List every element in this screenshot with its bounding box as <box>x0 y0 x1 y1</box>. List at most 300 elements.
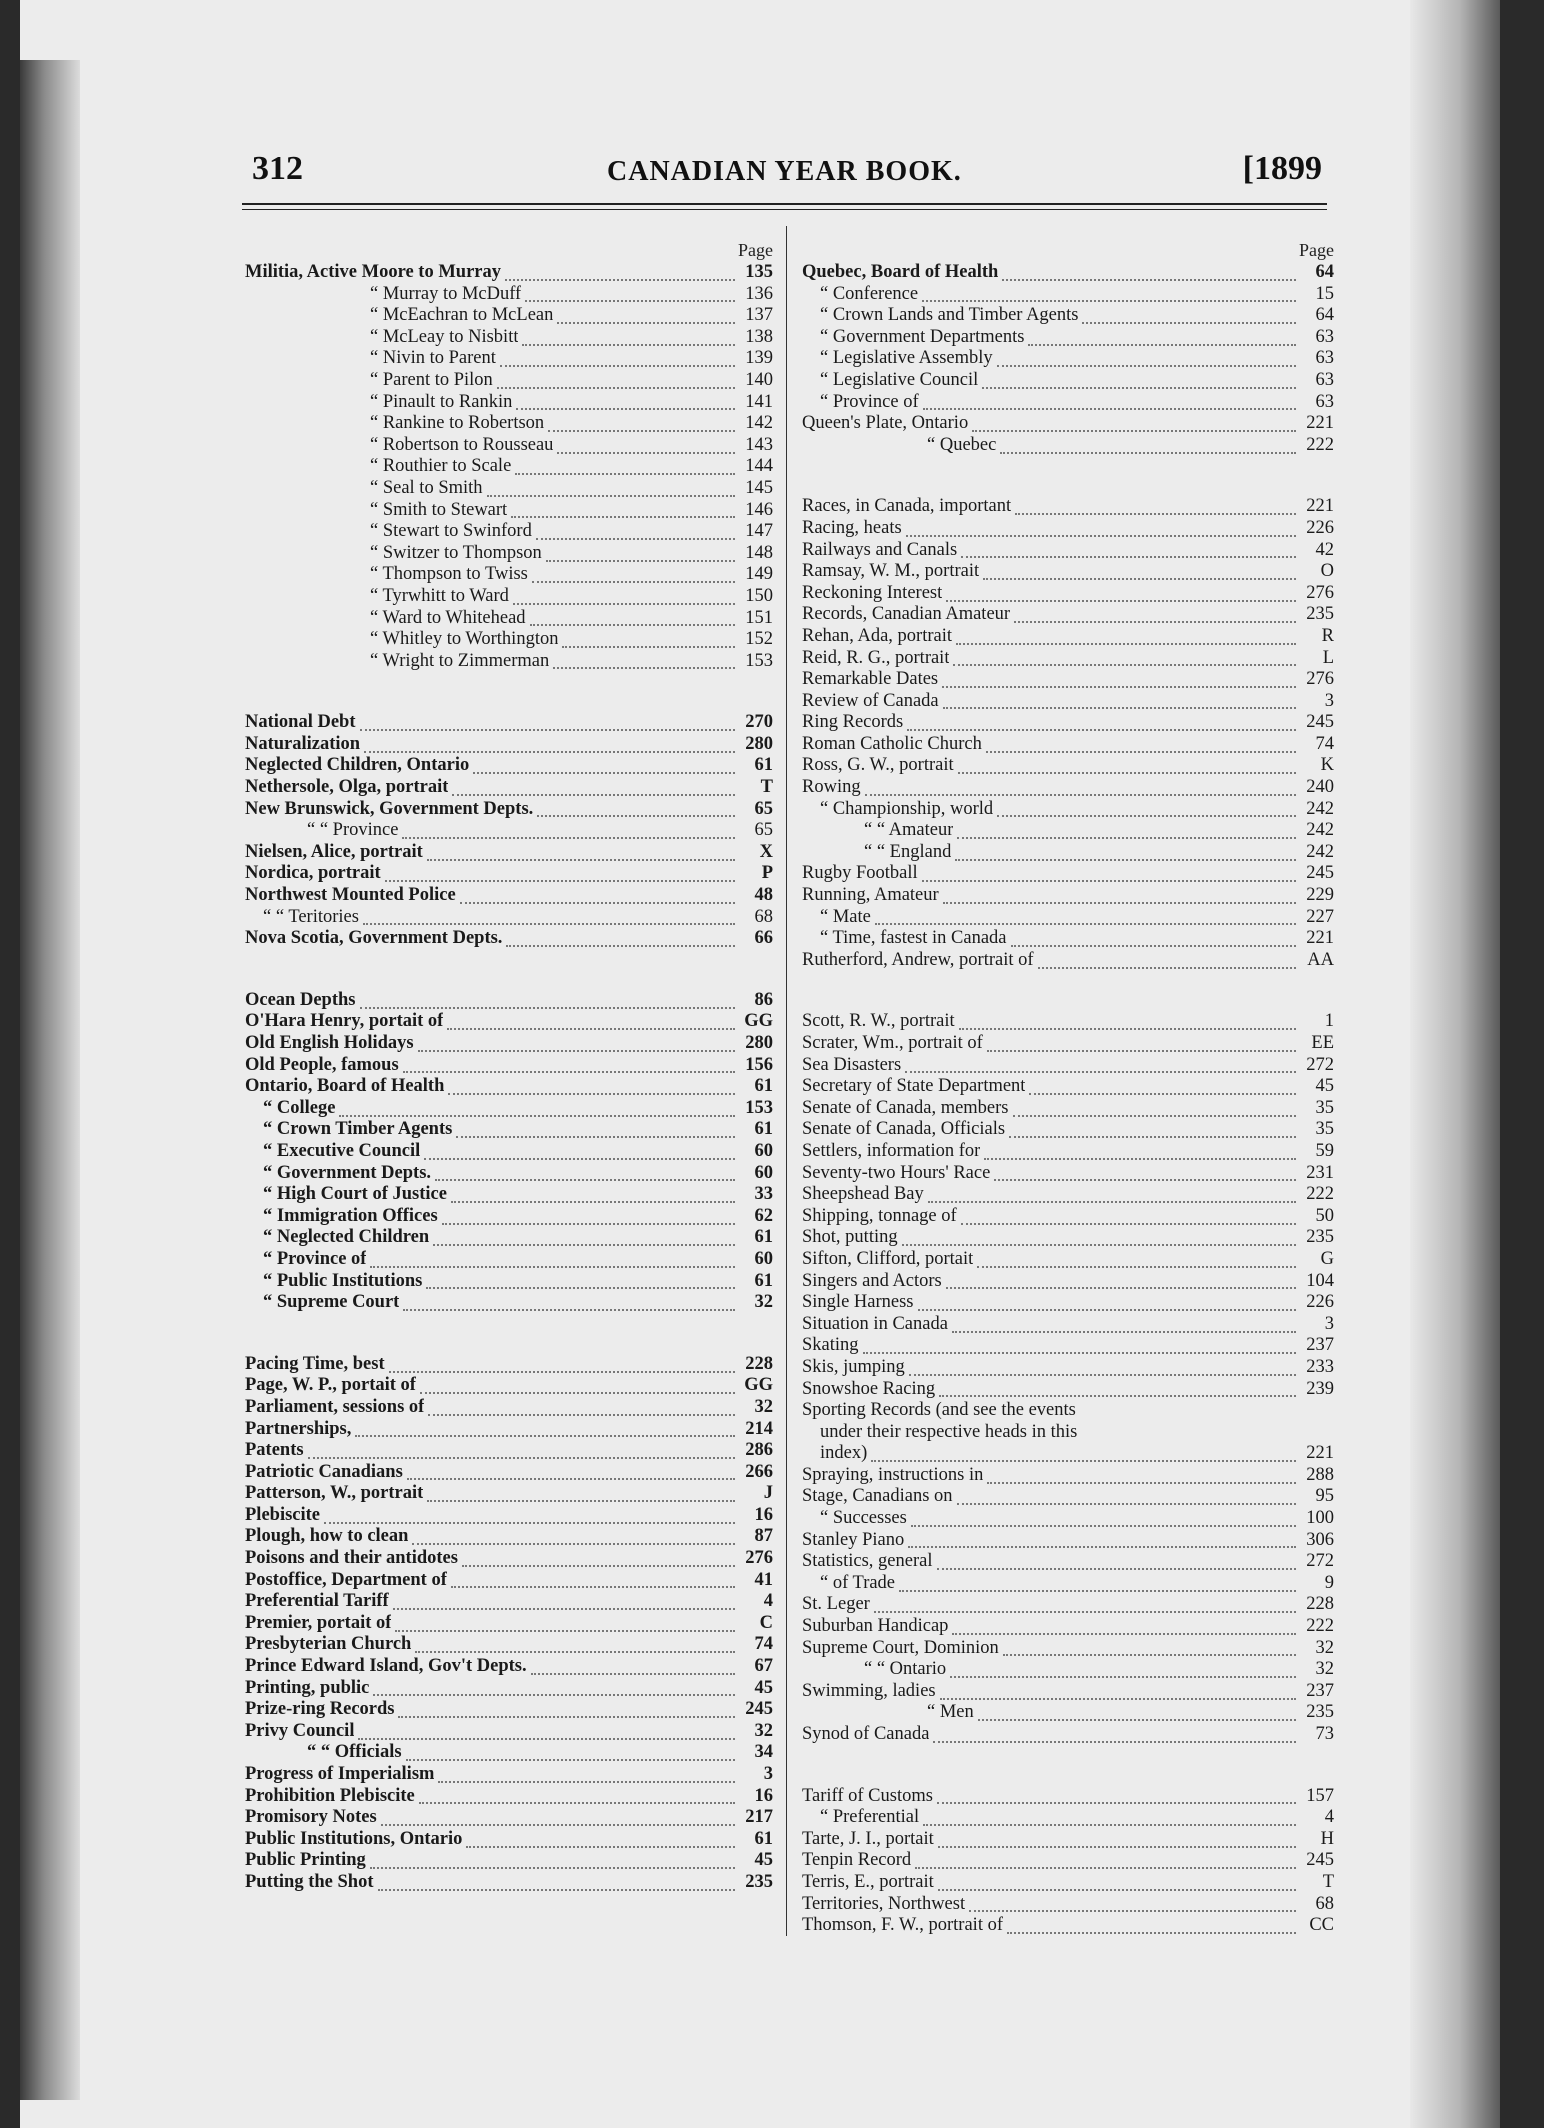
entry-title: “ “ Teritories <box>263 906 359 927</box>
index-entry <box>245 1419 773 1441</box>
entry-title: Tarte, J. I., portait <box>802 1828 934 1849</box>
entry-title: Sporting Records (and see the events <box>802 1400 1076 1421</box>
dot-leader <box>952 1619 1296 1635</box>
dot-leader <box>442 1209 735 1225</box>
index-entry <box>245 608 773 630</box>
entry-page-ref: 61 <box>754 755 773 776</box>
index-entry <box>245 543 773 565</box>
index-entry <box>245 842 773 864</box>
entry-title: under their respective heads in this <box>820 1421 1078 1442</box>
index-entry <box>802 1659 1334 1681</box>
dot-leader <box>943 888 1296 904</box>
dot-leader <box>874 1597 1296 1613</box>
index-entry <box>245 1699 773 1721</box>
entry-page-ref: 15 <box>1315 283 1334 304</box>
index-entry <box>802 348 1334 370</box>
index-entry <box>245 651 773 673</box>
entry-title: Supreme Court, Dominion <box>802 1637 999 1658</box>
entry-title: “ Province of <box>263 1248 367 1269</box>
index-entry <box>802 1400 1334 1422</box>
index-entry <box>802 1551 1334 1573</box>
entry-page-ref: 245 <box>1306 863 1334 884</box>
index-entry <box>802 327 1334 349</box>
index-entry <box>802 518 1334 540</box>
entry-page-ref: 60 <box>754 1248 773 1269</box>
entry-title: Senate of Canada, members <box>802 1097 1009 1118</box>
dot-leader <box>513 589 735 605</box>
entry-page-ref: 221 <box>1306 413 1334 434</box>
index-entry <box>245 1163 773 1185</box>
book-page <box>20 0 1500 2128</box>
entry-page-ref: 235 <box>745 1871 773 1892</box>
index-entry <box>802 1443 1334 1465</box>
index-entry <box>802 712 1334 734</box>
index-entry <box>802 1486 1334 1508</box>
entry-title: Prohibition Plebiscite <box>245 1785 415 1806</box>
dot-leader <box>370 1252 735 1268</box>
entry-title: “ Province of <box>820 391 919 412</box>
index-entry <box>245 907 773 929</box>
index-entry <box>802 863 1334 885</box>
entry-page-ref: 235 <box>1306 604 1334 625</box>
entry-title: Naturalization <box>245 733 361 754</box>
index-entry <box>245 1570 773 1592</box>
dot-leader <box>987 1468 1296 1484</box>
entry-title: Seventy-two Hours' Race <box>802 1162 991 1183</box>
dot-leader <box>1082 308 1296 324</box>
dot-leader <box>412 1529 735 1545</box>
entry-title: index) <box>820 1443 868 1464</box>
index-entry <box>245 1678 773 1700</box>
entry-title: Public Printing <box>245 1850 366 1871</box>
entry-page-ref: T <box>1322 1871 1334 1892</box>
entry-title: “ “ Amateur <box>864 820 954 841</box>
entry-page-ref: 45 <box>754 1677 773 1698</box>
dot-leader <box>427 845 735 861</box>
dot-leader <box>515 459 735 475</box>
index-entry <box>802 950 1334 972</box>
entry-title: “ Murray to McDuff <box>370 283 522 304</box>
entry-page-ref: 142 <box>745 413 773 434</box>
entry-title: St. Leger <box>802 1594 870 1615</box>
dot-leader <box>907 715 1296 731</box>
entry-title: “ Championship, world <box>820 798 994 819</box>
entry-page-ref: T <box>760 777 773 798</box>
dot-leader <box>997 351 1296 367</box>
dot-leader <box>525 286 735 302</box>
entry-page-ref: 288 <box>1306 1464 1334 1485</box>
index-entry <box>245 629 773 651</box>
entry-title: Scott, R. W., portrait <box>802 1011 955 1032</box>
entry-page-ref: 228 <box>1306 1594 1334 1615</box>
dot-leader <box>905 1057 1296 1073</box>
section-gap <box>245 672 773 712</box>
entry-page-ref: 42 <box>1315 539 1334 560</box>
index-entry <box>245 1141 773 1163</box>
entry-page-ref: 144 <box>745 456 773 477</box>
index-entry <box>245 1721 773 1743</box>
dot-leader <box>511 502 735 518</box>
index-entry <box>245 1397 773 1419</box>
index-entry <box>802 1594 1334 1616</box>
entry-page-ref: 87 <box>754 1526 773 1547</box>
entry-title: Scrater, Wm., portrait of <box>802 1033 983 1053</box>
entry-title: Railways and Canals <box>802 539 958 560</box>
entry-title: Pacing Time, best <box>245 1353 385 1374</box>
dot-leader <box>987 1036 1296 1052</box>
entry-title: Patriotic Canadians <box>245 1461 403 1482</box>
index-entry <box>245 1227 773 1249</box>
entry-title: “ McLeay to Nisbitt <box>370 326 519 347</box>
page-left-edge <box>20 60 80 2100</box>
entry-page-ref: 235 <box>1306 1702 1334 1723</box>
entry-page-ref: 86 <box>754 989 773 1010</box>
index-entry <box>245 478 773 500</box>
dot-leader <box>937 1554 1297 1570</box>
entry-page-ref: 65 <box>754 820 773 841</box>
index-entry <box>245 1786 773 1808</box>
index-entry <box>245 1872 773 1894</box>
index-entry <box>802 1422 1334 1444</box>
index-entry <box>245 1742 773 1764</box>
index-entry <box>802 305 1334 327</box>
entry-page-ref: 32 <box>754 1292 773 1313</box>
entry-title: Reid, R. G., portrait <box>802 647 950 668</box>
index-entry <box>802 799 1334 821</box>
entry-page-ref: 61 <box>754 1119 773 1140</box>
entry-title: “ Crown Timber Agents <box>263 1119 453 1140</box>
entry-title: Militia, Active Moore to Murray <box>245 262 502 282</box>
dot-leader <box>972 416 1296 432</box>
entry-title: Plough, how to clean <box>245 1526 409 1547</box>
dot-leader <box>451 1572 735 1588</box>
dot-leader <box>922 866 1296 882</box>
dot-leader <box>978 1705 1296 1721</box>
dot-leader <box>983 564 1296 580</box>
entry-title: Old English Holidays <box>245 1033 414 1053</box>
dot-leader <box>902 1230 1296 1246</box>
entry-page-ref: 148 <box>745 542 773 563</box>
entry-title: “ Nivin to Parent <box>370 348 496 369</box>
index-entry <box>245 1548 773 1570</box>
dot-leader <box>398 1702 735 1718</box>
dot-leader <box>1015 499 1296 515</box>
dot-leader <box>1028 330 1296 346</box>
dot-leader <box>875 909 1296 925</box>
index-entry <box>802 496 1334 518</box>
entry-title: Public Institutions, Ontario <box>245 1828 463 1849</box>
entry-title: “ Parent to Pilon <box>370 369 493 390</box>
dot-leader <box>957 823 1296 839</box>
entry-title: Prince Edward Island, Gov't Depts. <box>245 1656 527 1677</box>
entry-page-ref: 135 <box>745 262 773 282</box>
index-entry <box>802 540 1334 562</box>
dot-leader <box>360 715 736 731</box>
entry-title: “ Robertson to Rousseau <box>370 434 554 455</box>
index-entry <box>245 1184 773 1206</box>
entry-title: Ocean Depths <box>245 989 356 1010</box>
entry-title: Stanley Piano <box>802 1529 905 1550</box>
entry-page-ref: 233 <box>1306 1356 1334 1377</box>
entry-page-ref: 61 <box>754 1227 773 1248</box>
section-gap <box>245 950 773 990</box>
index-entry <box>245 1656 773 1678</box>
entry-title: Records, Canadian Amateur <box>802 604 1011 625</box>
dot-leader <box>953 650 1296 666</box>
entry-page-ref: 237 <box>1306 1335 1334 1356</box>
entry-page-ref: K <box>1320 755 1334 776</box>
index-entry <box>802 1872 1334 1894</box>
entry-page-ref: 45 <box>1315 1076 1334 1097</box>
index-entry <box>245 1271 773 1293</box>
index-entry <box>802 561 1334 583</box>
dot-leader <box>984 1144 1296 1160</box>
index-entry <box>802 1011 1334 1033</box>
dot-leader <box>418 1036 735 1052</box>
index-entry <box>245 435 773 457</box>
entry-title: Ramsay, W. M., portrait <box>802 561 980 582</box>
dot-leader <box>536 524 735 540</box>
running-title: CANADIAN YEAR BOOK. <box>607 156 962 187</box>
dot-leader <box>363 909 735 925</box>
index-entry <box>245 1375 773 1397</box>
dot-leader <box>958 758 1296 774</box>
dot-leader <box>1011 931 1296 947</box>
entry-page-ref: 64 <box>1315 305 1334 326</box>
dot-leader <box>911 1511 1296 1527</box>
entry-page-ref: 60 <box>754 1140 773 1161</box>
index-entry <box>245 820 773 842</box>
index-entry <box>802 1314 1334 1336</box>
dot-leader <box>406 1745 735 1761</box>
index-entry-list <box>245 262 773 1894</box>
entry-title: Sifton, Clifford, portait <box>802 1248 974 1269</box>
header-rule-thin <box>242 209 1327 210</box>
entry-title: Statistics, general <box>802 1551 933 1572</box>
index-entry <box>802 1033 1334 1055</box>
entry-page-ref: C <box>759 1612 773 1633</box>
index-entry <box>802 1076 1334 1098</box>
entry-title: Terris, E., portrait <box>802 1871 934 1892</box>
dot-leader <box>939 1381 1296 1397</box>
index-entry <box>245 392 773 414</box>
entry-title: Partnerships, <box>245 1418 352 1439</box>
entry-page-ref: 137 <box>745 305 773 326</box>
dot-leader <box>1014 607 1296 623</box>
entry-title: New Brunswick, Government Depts. <box>245 798 534 819</box>
index-entry <box>245 863 773 885</box>
index-entry <box>802 1786 1334 1808</box>
entry-title: “ Seal to Smith <box>370 477 483 498</box>
index-entry <box>802 1894 1334 1916</box>
entry-page-ref: GG <box>744 1375 773 1396</box>
entry-title: Old People, famous <box>245 1054 399 1075</box>
dot-leader <box>548 416 735 432</box>
index-entry <box>802 1271 1334 1293</box>
entry-title: Privy Council <box>245 1720 355 1741</box>
dot-leader <box>1013 1101 1296 1117</box>
index-entry <box>245 1440 773 1462</box>
dot-leader <box>557 308 735 324</box>
entry-title: “ Mate <box>820 906 871 927</box>
index-entry <box>802 1702 1334 1724</box>
index-entry <box>802 1379 1334 1401</box>
dot-leader <box>1081 1425 1296 1439</box>
entry-title: Shipping, tonnage of <box>802 1205 957 1226</box>
index-entry <box>802 648 1334 670</box>
dot-leader <box>906 521 1296 537</box>
index-entry <box>245 1119 773 1141</box>
dot-leader <box>946 1273 1296 1289</box>
entry-page-ref: J <box>763 1483 773 1504</box>
index-entry <box>245 885 773 907</box>
entry-page-ref: 61 <box>754 1076 773 1097</box>
dot-leader <box>986 737 1296 753</box>
entry-page-ref: 63 <box>1315 391 1334 412</box>
entry-title: Nordica, portrait <box>245 863 381 884</box>
entry-title: Review of Canada <box>802 690 939 711</box>
entry-title: Nielsen, Alice, portrait <box>245 841 423 862</box>
index-entry <box>802 1098 1334 1120</box>
dot-leader <box>1000 438 1296 454</box>
entry-title: Thomson, F. W., portrait of <box>802 1915 1003 1936</box>
index-entry <box>802 1508 1334 1530</box>
entry-title: Nova Scotia, Government Depts. <box>245 928 503 949</box>
entry-page-ref: 231 <box>1306 1162 1334 1183</box>
index-entry <box>802 669 1334 691</box>
index-entry <box>802 604 1334 626</box>
entry-page-ref: 138 <box>745 326 773 347</box>
entry-page-ref: 139 <box>745 348 773 369</box>
entry-title: Preferential Tariff <box>245 1591 389 1612</box>
entry-page-ref: 4 <box>1324 1807 1334 1828</box>
dot-leader <box>522 330 735 346</box>
dot-leader <box>553 653 735 669</box>
entry-title: “ Stewart to Swinford <box>370 521 532 542</box>
entry-page-ref: G <box>1320 1248 1334 1269</box>
dot-leader <box>957 1489 1296 1505</box>
index-entry <box>245 712 773 734</box>
dot-leader <box>452 780 735 796</box>
index-entry <box>245 1462 773 1484</box>
entry-title: Page, W. P., portait of <box>245 1375 416 1396</box>
entry-title: Territories, Northwest <box>802 1893 966 1914</box>
entry-title: Single Harness <box>802 1292 914 1313</box>
index-entry <box>245 521 773 543</box>
index-entry <box>245 586 773 608</box>
entry-page-ref: 222 <box>1306 1616 1334 1637</box>
dot-leader <box>364 737 735 753</box>
page-right-edge <box>1410 0 1500 2128</box>
entry-page-ref: 35 <box>1315 1097 1334 1118</box>
index-entry <box>245 1505 773 1527</box>
index-entry <box>245 990 773 1012</box>
entry-page-ref: 1 <box>1324 1011 1334 1032</box>
index-entry <box>802 928 1334 950</box>
index-entry <box>802 1681 1334 1703</box>
entry-title: Racing, heats <box>802 517 902 538</box>
entry-title: “ Tyrwhitt to Ward <box>370 585 509 606</box>
entry-title: Skis, jumping <box>802 1356 905 1377</box>
dot-leader <box>952 1317 1296 1333</box>
dot-leader <box>1038 953 1296 969</box>
entry-page-ref: EE <box>1311 1033 1334 1053</box>
header-rule <box>242 203 1327 205</box>
entry-page-ref: 151 <box>745 607 773 628</box>
entry-page-ref: 228 <box>745 1353 773 1374</box>
section-gap <box>802 456 1334 496</box>
index-entry <box>802 734 1334 756</box>
entry-title: Tenpin Record <box>802 1850 912 1871</box>
index-entry <box>245 564 773 586</box>
index-entry <box>245 799 773 821</box>
entry-page-ref: 240 <box>1306 777 1334 798</box>
dot-leader <box>433 1230 735 1246</box>
index-entry <box>802 1850 1334 1872</box>
entry-page-ref: 221 <box>1306 1443 1334 1464</box>
dot-leader <box>1007 1918 1296 1934</box>
entry-page-ref: 157 <box>1306 1785 1334 1806</box>
page-column-header: Page <box>738 240 773 260</box>
page-header <box>252 150 1322 210</box>
entry-title: “ Routhier to Scale <box>370 456 512 477</box>
dot-leader <box>1003 1640 1296 1656</box>
index-entry <box>802 907 1334 929</box>
entry-page-ref: 270 <box>745 712 773 733</box>
entry-title: Races, in Canada, important <box>802 496 1012 517</box>
year-label: [1899 <box>1242 150 1322 187</box>
entry-page-ref: 153 <box>745 1097 773 1118</box>
dot-leader <box>537 801 735 817</box>
index-entry <box>245 1634 773 1656</box>
index-entry <box>802 392 1334 414</box>
entry-title: “ High Court of Justice <box>263 1184 447 1205</box>
dot-leader <box>466 1832 735 1848</box>
index-entry <box>802 1055 1334 1077</box>
entry-page-ref: 227 <box>1306 906 1334 927</box>
entry-page-ref: 214 <box>745 1418 773 1439</box>
entry-page-ref: 266 <box>745 1461 773 1482</box>
dot-leader <box>530 610 735 626</box>
entry-title: “ Successes <box>820 1508 907 1529</box>
index-entry <box>802 755 1334 777</box>
entry-page-ref: 50 <box>1315 1205 1334 1226</box>
index-entry <box>802 820 1334 842</box>
index-entry <box>245 928 773 950</box>
index-entry <box>802 885 1334 907</box>
dot-leader <box>938 1832 1296 1848</box>
entry-page-ref: 35 <box>1315 1119 1334 1140</box>
entry-title: “ Conference <box>820 283 919 304</box>
index-entry <box>802 1141 1334 1163</box>
dot-leader <box>500 351 735 367</box>
entry-page-ref: X <box>759 841 773 862</box>
dot-leader <box>424 1144 735 1160</box>
entry-title: “ Preferential <box>820 1807 920 1828</box>
dot-leader <box>946 586 1296 602</box>
dot-leader <box>355 1421 735 1437</box>
entry-page-ref: 221 <box>1306 928 1334 949</box>
entry-title: “ Smith to Stewart <box>370 499 508 520</box>
index-entry <box>245 1483 773 1505</box>
index-entry <box>245 500 773 522</box>
dot-leader <box>969 1896 1296 1912</box>
index-entry <box>245 1011 773 1033</box>
dot-leader <box>462 1551 735 1567</box>
entry-title: Skating <box>802 1335 859 1356</box>
entry-title: “ Legislative Council <box>820 369 979 390</box>
entry-title: “ College <box>263 1097 336 1118</box>
